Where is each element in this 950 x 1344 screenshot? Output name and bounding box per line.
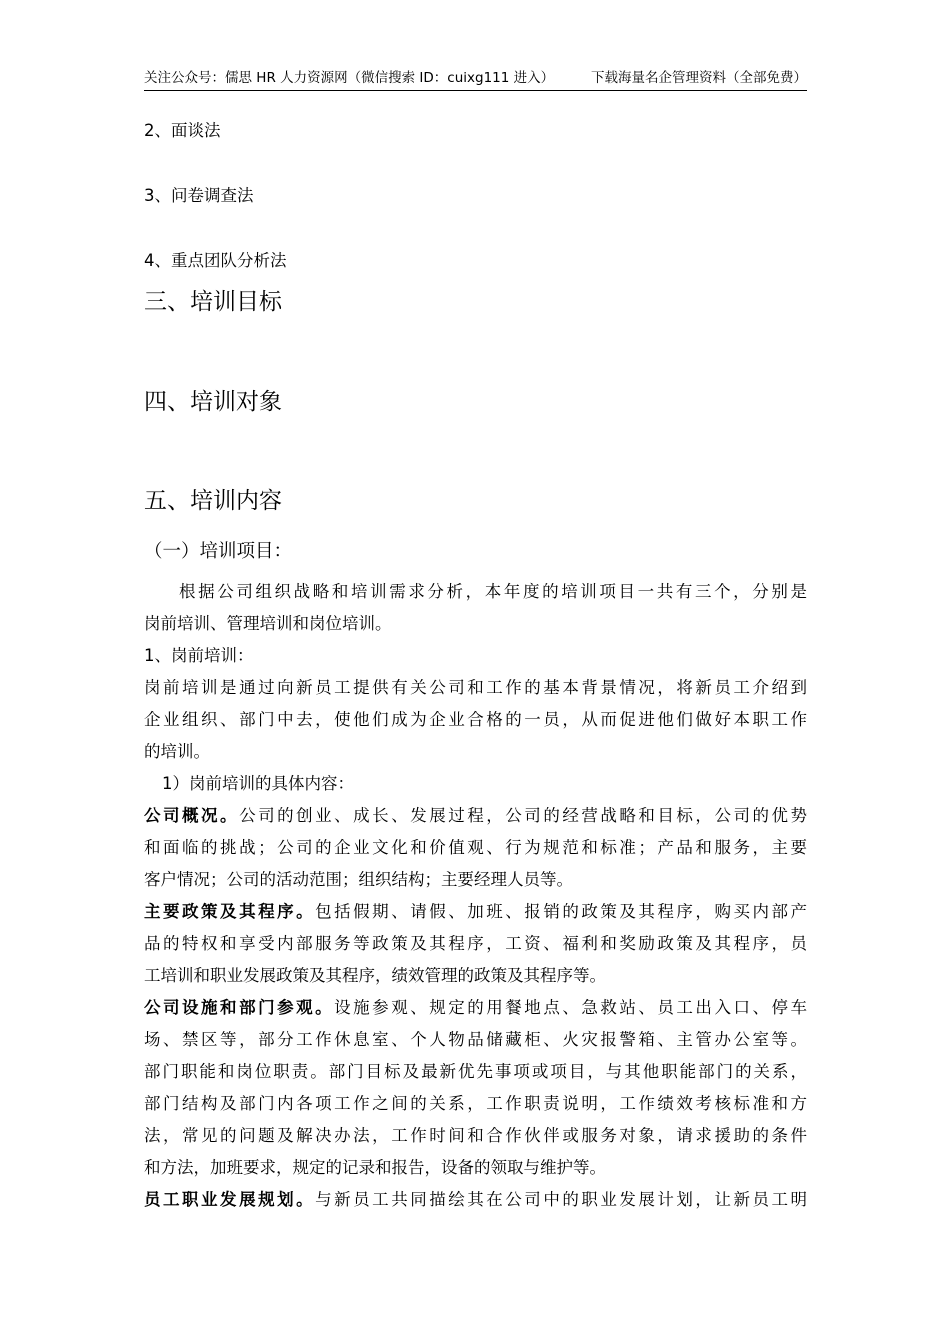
item1-desc-line-1: 岗前培训是通过向新员工提供有关公司和工作的基本背景情况，将新员工介绍到 — [144, 678, 807, 697]
section-heading-content: 五、培训内容 — [144, 488, 282, 514]
company-overview-line-3: 客户情况；公司的活动范围；组织结构；主要经理人员等。 — [144, 870, 573, 889]
document-body — [144, 576, 807, 1216]
policy-label: 主要政策及其程序。 — [144, 902, 316, 921]
facility-text: 设施参观、规定的用餐地点、急救站、员工出入口、停车 — [334, 998, 808, 1017]
method-key-team: 4、重点团队分析法 — [144, 251, 287, 270]
company-overview-text: 公司的创业、成长、发展过程，公司的经营战略和目标，公司的优势 — [239, 806, 808, 825]
section-heading-goal: 三、培训目标 — [144, 289, 282, 315]
header-right-text: 下载海量名企管理资料（全部免费） — [591, 70, 807, 86]
facility-label: 公司设施和部门参观。 — [144, 998, 335, 1017]
section-heading-target: 四、培训对象 — [144, 389, 282, 415]
policy-line-2: 品的特权和享受内部服务等政策及其程序，工资、福利和奖励政策及其程序，员 — [144, 934, 807, 953]
career-text: 与新员工共同描绘其在公司中的职业发展计划，让新员工明 — [315, 1190, 808, 1209]
facility-line-1 — [144, 992, 807, 1024]
subsection-heading-projects: （一）培训项目： — [144, 541, 293, 562]
career-label: 员工职业发展规划。 — [144, 1190, 316, 1209]
company-overview-line-2: 和面临的挑战；公司的企业文化和价值观、行为规范和标准；产品和服务，主要 — [144, 838, 807, 857]
policy-line-1 — [144, 896, 807, 928]
intro-line-2: 岗前培训、管理培训和岗位培训。 — [144, 614, 392, 633]
header-left-text: 关注公众号：儒思 HR 人力资源网（微信搜索 ID：cuixg111 进入） — [144, 70, 555, 86]
item1-desc-line-3: 的培训。 — [144, 742, 210, 761]
sub1-title: 1）岗前培训的具体内容： — [162, 774, 354, 793]
company-overview-line-1 — [144, 800, 807, 832]
method-questionnaire: 3、问卷调查法 — [144, 186, 254, 205]
career-line-1 — [144, 1184, 807, 1216]
duty-line-1: 部门职能和岗位职责。部门目标及最新优先事项或项目，与其他职能部门的关系， — [144, 1062, 807, 1081]
intro-line-1: 根据公司组织战略和培训需求分析，本年度的培训项目一共有三个，分别是 — [179, 582, 807, 601]
method-interview: 2、面谈法 — [144, 121, 221, 140]
duty-line-2: 部门结构及部门内各项工作之间的关系，工作职责说明，工作绩效考核标准和方 — [144, 1094, 807, 1113]
policy-text: 包括假期、请假、加班、报销的政策及其程序，购买内部产 — [315, 902, 808, 921]
policy-line-3: 工培训和职业发展政策及其程序，绩效管理的政策及其程序等。 — [144, 966, 606, 985]
item1-desc-line-2: 企业组织、部门中去，使他们成为企业合格的一员，从而促进他们做好本职工作 — [144, 710, 807, 729]
page-header — [144, 66, 807, 91]
duty-line-3: 法，常见的问题及解决办法，工作时间和合作伙伴或服务对象，请求援助的条件 — [144, 1126, 807, 1145]
facility-line-2: 场、禁区等，部分工作休息室、个人物品储藏柜、火灾报警箱、主管办公室等。 — [144, 1030, 807, 1049]
duty-line-4: 和方法，加班要求，规定的记录和报告，设备的领取与维护等。 — [144, 1158, 606, 1177]
item1-title: 1、岗前培训： — [144, 646, 254, 665]
company-overview-label: 公司概况。 — [144, 806, 240, 825]
